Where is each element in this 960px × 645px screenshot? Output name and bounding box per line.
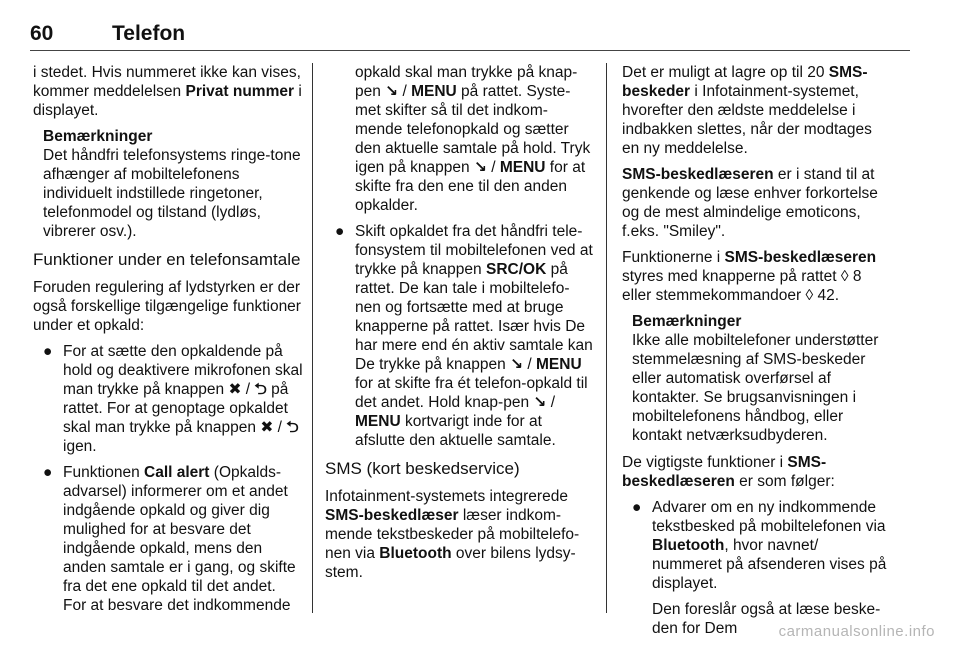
mute-button-icon: ✖ xyxy=(228,381,242,398)
column-2 xyxy=(325,63,593,589)
list-item-subparagraph: Den foreslår også at læse beske-den for Dem xyxy=(652,601,881,637)
list-item: ● Funktionen Call alert (Opkalds-advarsel) informerer om et andet indgående opkald og giver dig mulighed for at besvare det indgående opkald, mens den anden samtale er i gang, og skifte fra det ene opkald til det andet. For at besvare det indkommende xyxy=(43,464,296,614)
column-divider xyxy=(312,63,313,613)
paragraph: Det er muligt at lagre op til 20 SMS-beskeder i Infotainment-systemet, hvorefter den ældste meddelelse i indbakken slettes, når der modtages en ny meddelelse. xyxy=(622,64,872,157)
back-button-icon: ⮌ xyxy=(254,381,267,398)
list-item: ● Skift opkaldet fra det håndfri tele-fonsystem til mobiltelefonen ved at trykke på knappen SRC/OK på rattet. De kan tale i mobiltelefo-nen og fortsætte med at bruge knapperne på rattet. Især hvis De har mere end én aktiv samtale kan De trykke på knappen ↘ / MENU for at skifte fra ét telefon-opkald til det andet. Hold knap-pen ↘ / MENU kortvarigt inde for at afslutte den aktuelle samtale. xyxy=(335,223,593,449)
phone-button-icon: ↘ xyxy=(473,159,487,176)
heading-call-functions: Funktioner under en telefonsamtale xyxy=(33,250,301,269)
bullet-icon: ● xyxy=(335,223,345,240)
note-text: Det håndfri telefonsystems ringe-tone afhænger af mobiltelefonens individuelt indstillede ringetoner, telefonmodel og tilstand (lydløs, vibrerer osv.). xyxy=(43,147,301,240)
paragraph: i stedet. Hvis nummeret ikke kan vises, kommer meddelelsen Privat nummer i displayet. xyxy=(33,64,302,119)
heading-sms: SMS (kort beskedservice) xyxy=(325,459,520,478)
note-box xyxy=(632,312,892,445)
display-message: Privat nummer xyxy=(185,83,295,100)
list-item: ● For at sætte den opkaldende på hold og deaktivere mikrofonen skal man trykke på knappen ✖ / ⮌ på rattet. For at genoptage opkaldet skal man trykke på knappen ✖ / ⮌ igen. xyxy=(43,343,303,455)
mute-button-icon: ✖ xyxy=(260,419,274,436)
phone-button-icon: ↘ xyxy=(385,83,399,100)
note-label: Bemærkninger xyxy=(632,313,742,330)
paragraph: Foruden regulering af lydstyrken er der også forskellige tilgængelige funktioner under et opkald: xyxy=(33,279,301,334)
note-text: Ikke alle mobiltelefoner understøtter stemmelæsning af SMS-beskeder eller automatisk overførsel af kontakter. Se brugsanvisningen i mobiltelefonens håndbog, eller kontakt netværksudbyderen. xyxy=(632,332,879,444)
bullet-list xyxy=(325,63,593,450)
note-box xyxy=(43,127,303,241)
page-reference-icon: ◊ xyxy=(805,287,814,304)
column-1 xyxy=(33,63,303,622)
list-item-continuation: opkald skal man trykke på knap-pen ↘ / MENU på rattet. Syste-met skifter så til det indkom-mende telefonopkald og sætter den aktuelle samtale på hold. Tryk igen på knappen ↘ / MENU for at skifte fra den ene til den anden opkalder. xyxy=(355,64,591,214)
paragraph: Funktionerne i SMS-beskedlæseren styres med knapperne på rattet ◊ 8 eller stemmekommandoer ◊ 42. xyxy=(622,249,877,304)
bullet-list xyxy=(33,342,303,615)
paragraph: SMS-beskedlæseren er i stand til at genkende og læse enhver forkortelse og de mest almindelige emoticons, f.eks. "Smiley". xyxy=(622,166,878,240)
section-title: Telefon xyxy=(112,22,186,45)
column-divider xyxy=(606,63,607,613)
bullet-icon: ● xyxy=(632,499,642,516)
page-reference-icon: ◊ xyxy=(840,268,849,285)
bullet-list xyxy=(622,498,892,638)
phone-button-icon: ↘ xyxy=(510,356,524,373)
paragraph: De vigtigste funktioner i SMS-beskedlæseren er som følger: xyxy=(622,454,835,490)
column-3 xyxy=(622,63,892,645)
note-label: Bemærkninger xyxy=(43,128,153,145)
back-button-icon: ⮌ xyxy=(286,419,299,436)
page-header xyxy=(30,22,910,52)
header-rule xyxy=(30,50,910,51)
watermark: carmanualsonline.info xyxy=(778,623,935,640)
list-item: ● Advarer om en ny indkommende tekstbesked på mobiltelefonen via Bluetooth, hvor navnet/ nummeret på afsenderen vises på displayet. Den foreslår også at læse beske-den for Dem xyxy=(622,498,892,638)
phone-button-icon: ↘ xyxy=(533,394,547,411)
paragraph: Infotainment-systemets integrerede SMS-beskedlæser læser indkom-mende tekstbeskeder på mobiltelefo-nen via Bluetooth over bilens lydsy-stem. xyxy=(325,488,580,581)
page-number: 60 xyxy=(30,22,54,45)
bullet-icon: ● xyxy=(43,464,53,481)
bullet-icon: ● xyxy=(43,343,53,360)
